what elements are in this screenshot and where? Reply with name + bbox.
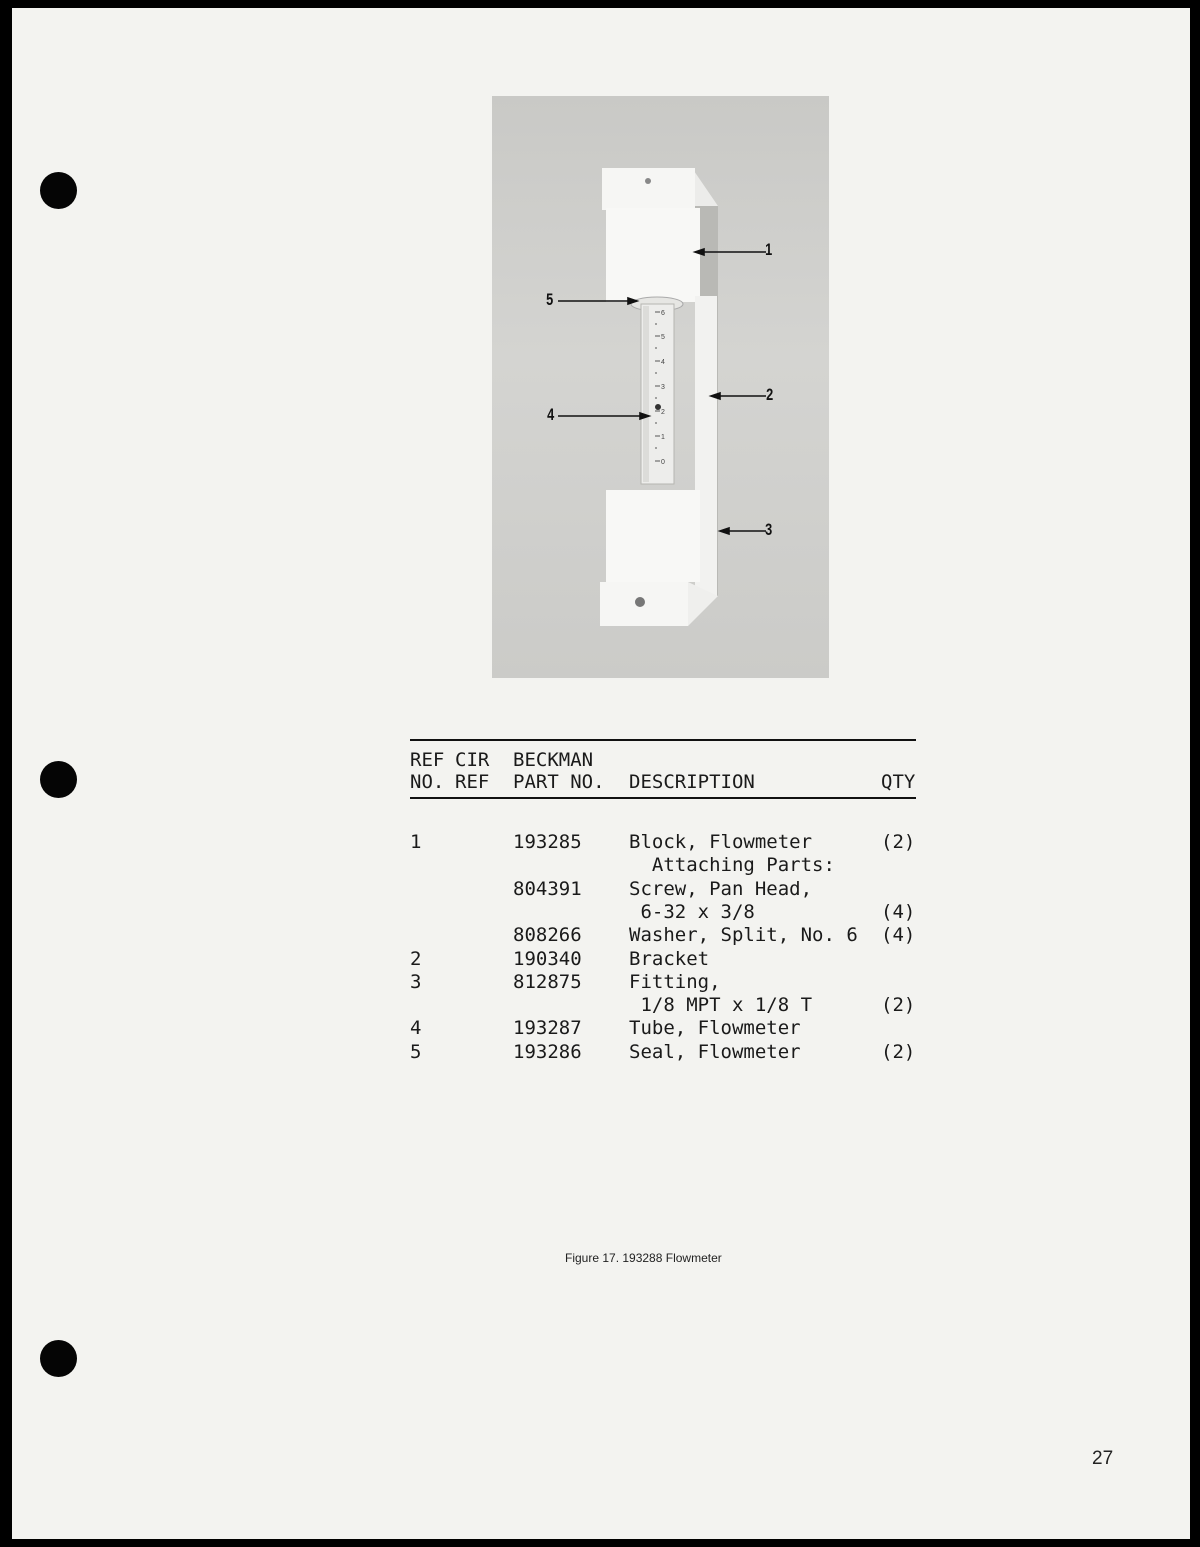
scale-label-1: 1 [661, 434, 665, 441]
callout-3: 3 [765, 520, 773, 539]
cell-description: Seal, Flowmeter [629, 1040, 801, 1063]
cell-part-no: 193286 [513, 1040, 582, 1063]
flowmeter-photo [492, 96, 829, 678]
cell-description: Tube, Flowmeter [629, 1017, 801, 1040]
header-description: DESCRIPTION [629, 771, 755, 793]
header-ref-line1: REF [410, 749, 445, 771]
binder-hole-middle [40, 761, 77, 798]
cell-ref: 5 [410, 1040, 422, 1063]
cell-description: Attaching Parts: [629, 854, 835, 877]
cell-qty: (2) [881, 1040, 916, 1063]
document-page [12, 8, 1190, 1539]
header-qty: QTY [881, 771, 916, 793]
header-ref-line2: NO. [410, 771, 445, 793]
cell-part-no: 193287 [513, 1017, 582, 1040]
header-cir-line1: CIR [455, 749, 490, 771]
float-ball [655, 404, 661, 410]
cell-description: Washer, Split, No. 6 [629, 924, 858, 947]
cell-description: Block, Flowmeter [629, 831, 813, 853]
cell-qty: (2) [881, 831, 916, 853]
scale-label-4: 4 [661, 359, 665, 366]
cell-description: Fitting, [629, 970, 721, 993]
table-header-rule [410, 797, 916, 799]
cell-part-no: 812875 [513, 970, 582, 993]
scale-label-3: 3 [661, 384, 665, 391]
header-part-line2: PART NO. [513, 771, 605, 793]
cell-part-no: 804391 [513, 877, 582, 900]
cell-ref: 1 [410, 831, 422, 853]
cell-description: Bracket [629, 947, 710, 970]
callout-5: 5 [546, 290, 554, 309]
flowmeter-illustration [492, 96, 829, 678]
cell-ref: 2 [410, 947, 422, 970]
binder-hole-bottom [40, 1340, 77, 1377]
header-part-line1: BECKMAN [513, 749, 594, 771]
page-number: 27 [1092, 1448, 1114, 1469]
scale-label-0: 0 [661, 459, 665, 466]
cell-description: 6-32 x 3/8 [629, 900, 755, 923]
cell-qty: (4) [881, 900, 916, 923]
figure-caption: Figure 17. 193288 Flowmeter [565, 1251, 722, 1265]
cell-part-no: 808266 [513, 924, 582, 947]
table-top-rule [410, 739, 916, 741]
cell-description: 1/8 MPT x 1/8 T [629, 994, 813, 1017]
cell-part-no: 193285 [513, 831, 582, 853]
binder-hole-top [40, 172, 77, 209]
scale-label-6: 6 [661, 310, 665, 317]
cell-ref: 3 [410, 970, 422, 993]
cell-qty: (2) [881, 994, 916, 1017]
callout-2: 2 [766, 385, 774, 404]
scale-label-2: 2 [661, 409, 665, 416]
cell-qty: (4) [881, 924, 916, 947]
cell-description: Screw, Pan Head, [629, 877, 813, 900]
callout-1: 1 [765, 240, 773, 259]
callout-4: 4 [547, 405, 555, 424]
header-cir-line2: REF [455, 771, 490, 793]
scale-label-5: 5 [661, 334, 665, 341]
cell-part-no: 190340 [513, 947, 582, 970]
cell-ref: 4 [410, 1017, 422, 1040]
